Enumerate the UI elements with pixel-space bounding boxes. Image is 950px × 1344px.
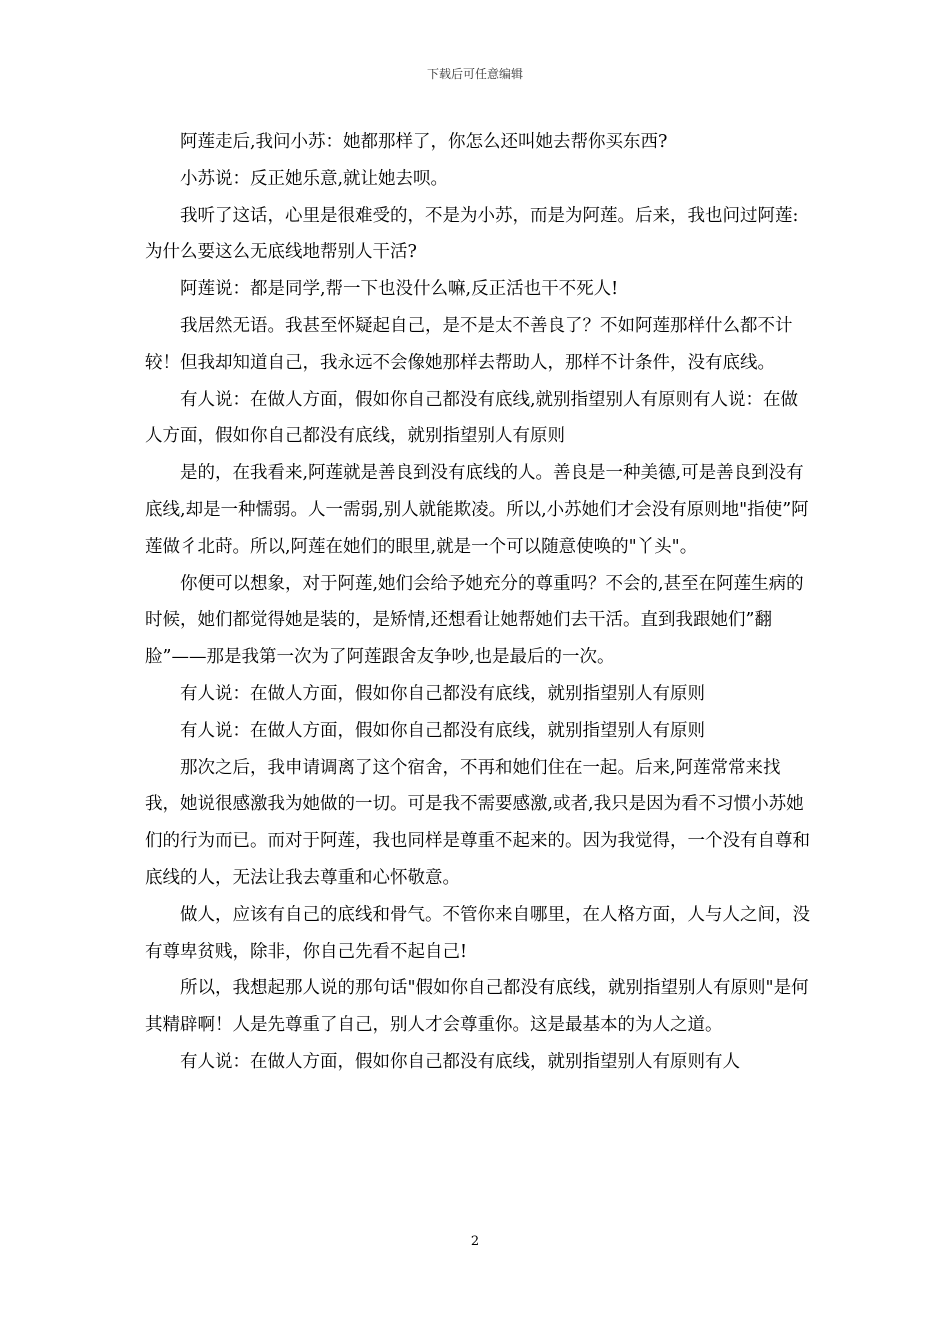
paragraph: 有人说：在做人方面，假如你自己都没有底线，就别指望别人有原则 — [180, 720, 705, 741]
document-body — [145, 124, 810, 1081]
paragraph: 你便可以想象，对于阿莲,她们会给予她充分的尊重吗？不会的,甚至在阿莲生病的时候，她们都觉得她是装的，是矫情,还想看让她帮她们去干活。直到我跟她们”翻脸”——那是我第一次为了阿莲跟舍友争吵,也是最后的一次。 — [145, 573, 804, 668]
page-number: 2 — [470, 1234, 480, 1249]
paragraph: 做人，应该有自己的底线和骨气。不管你来自哪里，在人格方面，人与人之间，没有尊卑贫贱，除非，你自己先看不起自己! — [145, 904, 810, 962]
paragraph: 那次之后，我申请调离了这个宿舍，不再和她们住在一起。后来,阿莲常常来找我，她说很感激我为她做的一切。可是我不需要感激,或者,我只是因为看不习惯小苏她们的行为而已。而对于阿莲，我也同样是尊重不起来的。因为我觉得，一个没有自尊和底线的人，无法让我去尊重和心怀敬意。 — [145, 757, 810, 888]
paragraph: 所以，我想起那人说的那句话"假如你自己都没有底线，就别指望别人有原则"是何其精辟啊！人是先尊重了自己，别人才会尊重你。这是最基本的为人之道。 — [145, 978, 809, 1036]
paragraph: 有人说：在做人方面，假如你自己都没有底线，就别指望别人有原则 — [180, 683, 705, 704]
paragraph: 是的，在我看来,阿莲就是善良到没有底线的人。善良是一种美德,可是善良到没有底线,却是一种懦弱。人一需弱,别人就能欺凌。所以,小苏她们才会没有原则地"指使”阿莲做彳北莳。所以,阿莲在她们的眼里,就是一个可以随意使唤的"丫头"。 — [145, 463, 809, 557]
paragraph: 阿莲走后,我问小苏：她都那样了，你怎么还叫她去帮你买东西? — [180, 132, 668, 152]
paragraph: 有人说：在做人方面，假如你自己都没有底线,就别指望别人有原则有人说：在做人方面，假如你自己都没有底线，就别指望别人有原则 — [145, 389, 799, 447]
paragraph: 有人说：在做人方面，假如你自己都没有底线，就别指望别人有原则有人 — [180, 1051, 740, 1072]
paragraph: 我听了这话，心里是很难受的，不是为小苏，而是为阿莲。后来，我也问过阿莲:为什么要这么无底线地帮别人干活? — [145, 205, 799, 263]
paragraph: 小苏说：反正她乐意,就让她去呗。 — [180, 168, 449, 189]
paragraph: 我居然无语。我甚至怀疑起自己，是不是太不善良了？不如阿莲那样什么都不计较！但我却知道自己，我永远不会像她那样去帮助人，那样不计条件，没有底线。 — [145, 315, 793, 373]
paragraph: 阿莲说：都是同学,帮一下也没什么嘛,反正活也干不死人! — [180, 279, 619, 300]
page-header: 下载后可任意编辑 — [426, 67, 523, 81]
